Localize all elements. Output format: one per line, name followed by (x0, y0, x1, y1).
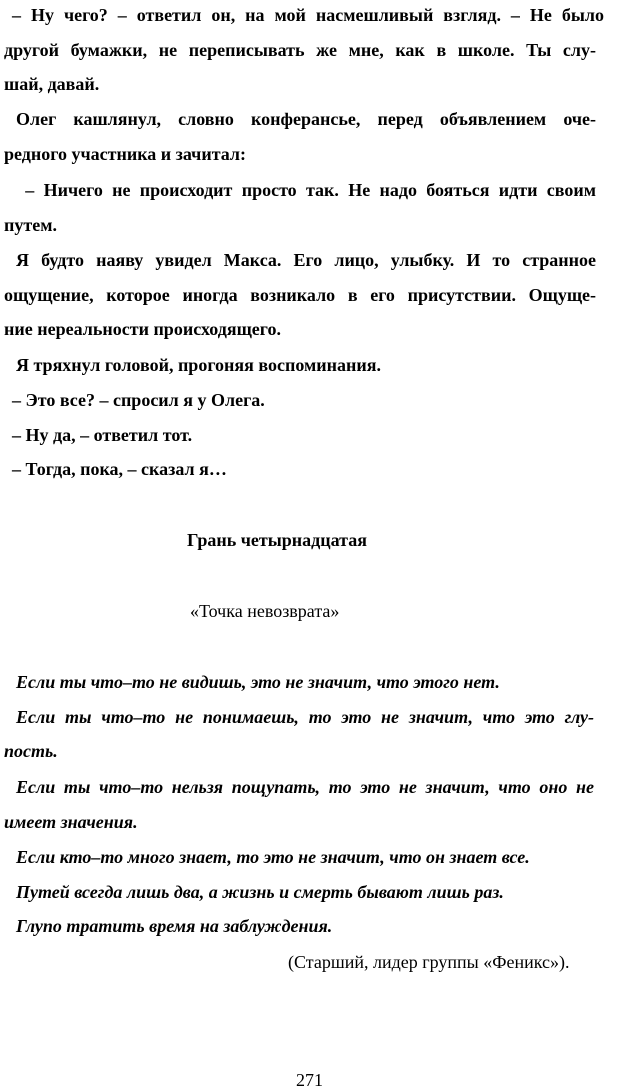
chapter-subtitle: «Точка невозврата» (190, 601, 340, 621)
text-line-11: Я тряхнул головой, прогоняя воспоминания. (16, 355, 381, 375)
text-line-9: ощущение, которое иногда возникало в его присутствии. Ощуще- (4, 285, 596, 305)
text-line-7: путем. (4, 215, 57, 235)
epigraph-line-3: пость. (4, 741, 58, 761)
text-line-6: – Ничего не происходит просто так. Не надо бояться идти своим (16, 180, 596, 200)
epigraph-line-7: Путей всегда лишь два, а жизнь и смерть бывают лишь раз. (16, 882, 504, 902)
epigraph-line-5: имеет значения. (4, 812, 138, 832)
epigraph-line-2: Если ты что–то не понимаешь, то это не значит, что это глу- (16, 707, 594, 727)
text-line-14: – Тогда, пока, – сказал я… (12, 459, 227, 479)
page-number: 271 (296, 1070, 323, 1090)
text-line-2: другой бумажки, не переписывать же мне, как в школе. Ты слу- (4, 40, 596, 60)
text-line-4: Олег кашлянул, словно конферансье, перед объявлением оче- (16, 109, 596, 129)
text-line-8: Я будто наяву увидел Макса. Его лицо, улыбку. И то странное (16, 250, 596, 270)
epigraph-attribution: (Старший, лидер группы «Феникс»). (288, 952, 570, 972)
epigraph-line-1: Если ты что–то не видишь, это не значит, что этого нет. (16, 672, 500, 692)
text-line-13: – Ну да, – ответил тот. (12, 425, 193, 445)
text-line-5: редного участника и зачитал: (4, 144, 247, 164)
epigraph-line-6: Если кто–то много знает, то это не значит, что он знает все. (16, 847, 530, 867)
text-line-12: – Это все? – спросил я у Олега. (12, 390, 265, 410)
epigraph-line-4: Если ты что–то нельзя пощупать, то это не значит, что оно не (16, 777, 594, 797)
epigraph-line-8: Глупо тратить время на заблуждения. (16, 916, 333, 936)
chapter-title: Грань четырнадцатая (187, 530, 367, 550)
text-line-3: шай, давай. (4, 74, 100, 94)
text-line-1: – Ну чего? – ответил он, на мой насмешливый взгляд. – Не было (12, 5, 604, 25)
text-line-10: ние нереальности происходящего. (4, 319, 281, 339)
